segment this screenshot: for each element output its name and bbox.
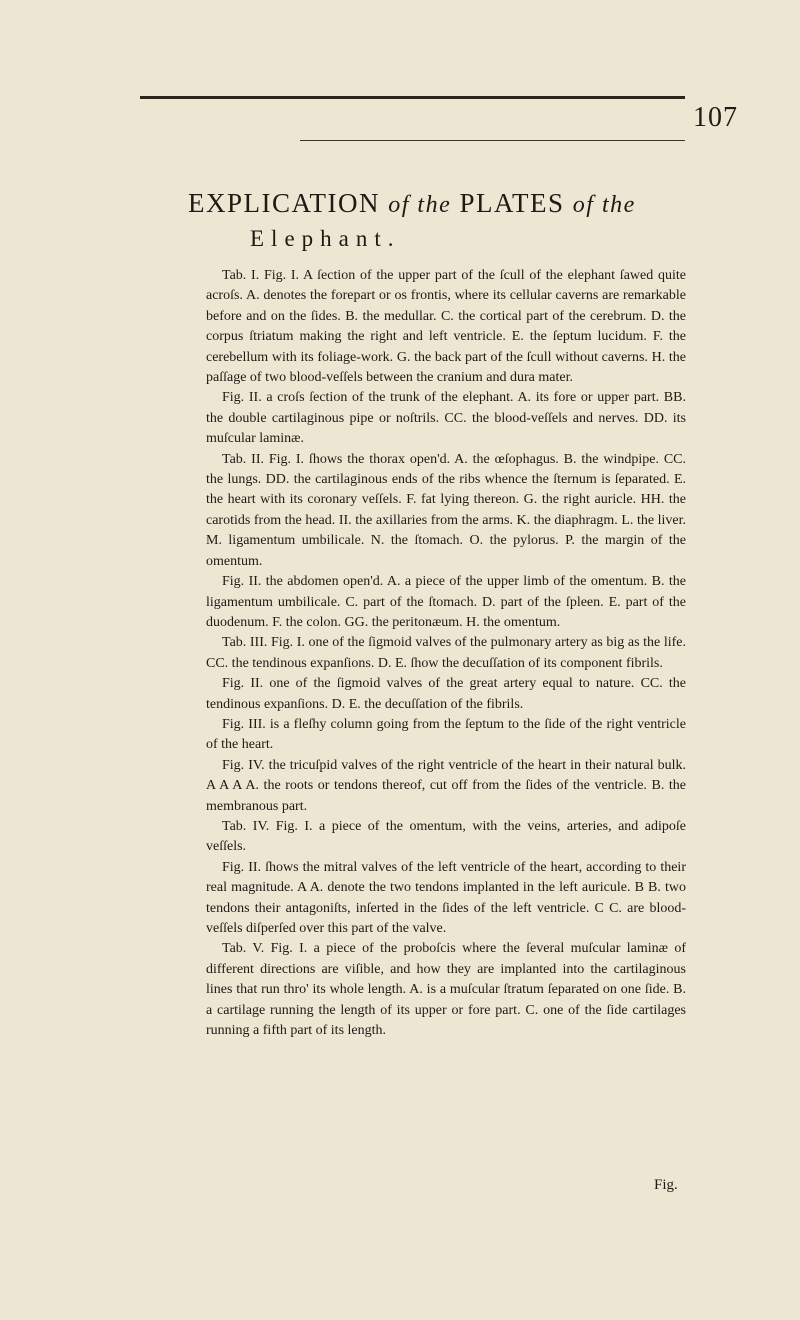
paragraph: Fig. II. ſhows the mitral valves of the left ventricle of the heart, according to their real magnitude. A A. denote the two tendons implanted in the left auricule. B B. two tendons their antagoniſts, inſerted in the ſides of the left ventricle. C C. are blood-veſſels diſperſed over this part of the valve. <box>206 859 686 936</box>
paragraph: Tab. I. Fig. I. A ſection of the upper part of the ſcull of the elephant ſawed quite acroſs. A. denotes the forepart or os frontis, where its cellular caverns are remarkable before and on the ſides. B. the medullar. C. the cortical part of the cerebrum. D. the corpus ſtriatum making the right and left ventricle. E. the ſeptum lucidum. F. the cerebellum with its foliage-work. G. the back part of the ſcull without caverns. H. the paſſage of two blood-veſſels between the cranium and dura mater. <box>206 268 686 386</box>
paragraph: Fig. II. a croſs ſection of the trunk of the elephant. A. its fore or upper part. BB. the double cartilaginous pipe or noſtrils. CC. the blood-veſſels and nerves. DD. its muſcular laminæ. <box>206 390 686 447</box>
title-of-the-2: of the <box>572 192 636 218</box>
page-subtitle: Elephant. <box>250 226 401 251</box>
paragraph: Tab. III. Fig. I. one of the ſigmoid valves of the pulmonary artery as big as the life. CC. the tendinous expanſions. D. E. ſhow the decuſſation of its component fibrils. <box>206 635 686 671</box>
header-rule <box>140 96 685 99</box>
paragraph: Fig. II. one of the ſigmoid valves of the great artery equal to nature. CC. the tendinous expanſions. D. E. the decuſſation of the fibrils. <box>206 676 686 712</box>
title-of-the: of the <box>388 192 452 218</box>
paragraph: Fig. III. is a fleſhy column going from the ſeptum to the ſide of the right ventricle of the heart. <box>206 716 686 753</box>
body-text <box>206 266 686 1041</box>
page-title <box>188 188 668 219</box>
paragraph: Tab. II. Fig. I. ſhows the thorax open'd. A. the œſophagus. B. the windpipe. CC. the lungs. DD. the cartilaginous ends of the ribs whence the ſternum is ſeparated. E. the heart with its coronary veſſels. F. fat lying thereon. G. the right auricle. HH. the carotids from the head. II. the axillaries from the arms. K. the diaphragm. L. the liver. M. ligamentum umbilicale. N. the ſtomach. O. the pylorus. P. the margin of the omentum. <box>206 451 686 569</box>
paragraph: Fig. IV. the tricuſpid valves of the right ventricle of the heart in their natural bulk. A A A A. the roots or tendons thereof, cut off from the ſides of the ventricle. B. the membranous part. <box>206 757 686 814</box>
header-rule-thin <box>300 140 685 141</box>
paragraph: Tab. IV. Fig. I. a piece of the omentum, with the veins, arteries, and adipoſe veſſels. <box>206 818 686 855</box>
page-number: 107 <box>693 102 738 133</box>
paragraph: Tab. V. Fig. I. a piece of the proboſcis where the ſeveral muſcular laminæ of different directions are viſible, and how they are implanted into the cartilaginous lines that run thro' its whole length. A. is a muſcular ſtratum ſeparated on one ſide. B. a cartilage running the length of its upper or fore part. C. one of the ſide cartilages running a fifth part of its length. <box>206 941 686 1039</box>
catchword: Fig. <box>654 1177 678 1193</box>
title-plates: PLATES <box>459 188 565 218</box>
paragraph: Fig. II. the abdomen open'd. A. a piece of the upper limb of the omentum. B. the ligamentum umbilicale. C. part of the ſtomach. D. part of the ſpleen. E. part of the duodenum. F. the colon. GG. the peritonæum. H. the omentum. <box>206 574 686 630</box>
title-explication: EXPLICATION <box>188 188 380 218</box>
